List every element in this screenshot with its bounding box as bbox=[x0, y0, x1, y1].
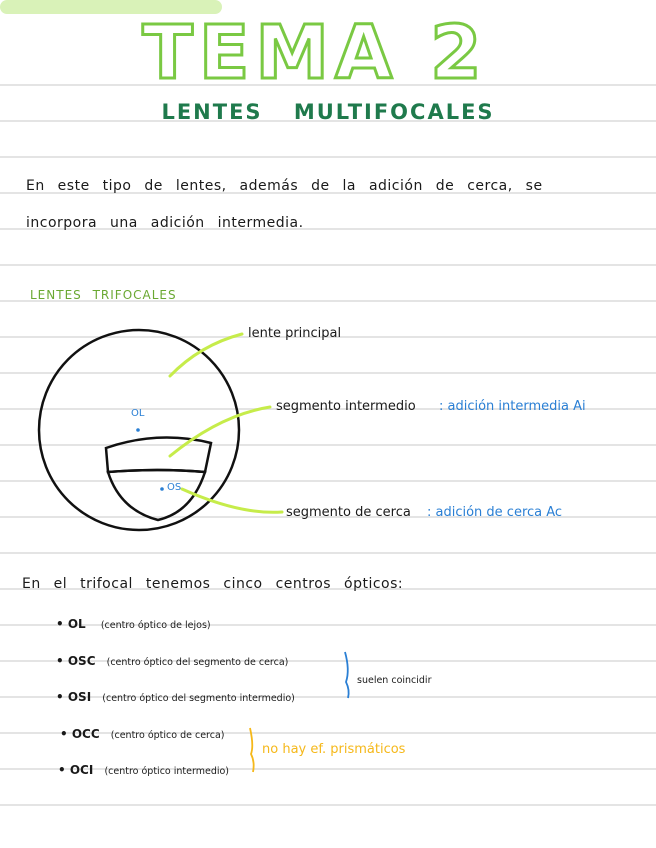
center-code: OCC bbox=[71, 727, 100, 741]
center-desc: (centro óptico de cerca) bbox=[110, 730, 225, 741]
intro-line-2: incorpora una adición intermedia. bbox=[26, 215, 304, 231]
os-label: OS bbox=[167, 482, 182, 493]
center-code: OSC bbox=[67, 654, 96, 668]
note-suelen-coincidir: suelen coincidir bbox=[357, 675, 432, 686]
ol-point bbox=[136, 428, 140, 432]
note-no-prismaticos: no hay ef. prismáticos bbox=[262, 742, 406, 757]
center-desc: (centro óptico del segmento intermedio) bbox=[102, 693, 295, 704]
bracket-yellow bbox=[250, 728, 254, 772]
page-subtitle: LENTES MULTIFOCALES bbox=[161, 100, 495, 124]
center-desc: (centro óptico de lejos) bbox=[100, 620, 211, 631]
pointer-intermediate bbox=[170, 407, 270, 456]
center-code: OL bbox=[67, 617, 86, 631]
list-item: • OCI (centro óptico intermedio) bbox=[58, 763, 230, 777]
list-item: • OL (centro óptico de lejos) bbox=[56, 617, 211, 631]
center-code: OCI bbox=[69, 763, 94, 777]
bracket-blue bbox=[345, 652, 349, 698]
list-item: • OCC (centro óptico de cerca) bbox=[60, 727, 225, 741]
center-code: OSI bbox=[67, 690, 92, 704]
os-point bbox=[160, 487, 164, 491]
list-item: • OSI (centro óptico del segmento intermedio) bbox=[56, 690, 295, 704]
list-item: • OSC (centro óptico del segmento de cerca) bbox=[56, 654, 289, 668]
note-adicion-intermedia: : adición intermedia Ai bbox=[439, 399, 586, 414]
section-heading: LENTES TRIFOCALES bbox=[30, 288, 177, 302]
intro-line-1: En este tipo de lentes, además de la adición de cerca, se bbox=[26, 178, 543, 194]
near-segment bbox=[108, 470, 205, 520]
intermediate-segment bbox=[106, 438, 211, 472]
page-title: TEMA 2 bbox=[142, 10, 488, 96]
label-segmento-cerca: segmento de cerca bbox=[286, 505, 411, 520]
center-desc: (centro óptico del segmento de cerca) bbox=[106, 657, 289, 668]
centers-intro: En el trifocal tenemos cinco centros ópticos: bbox=[22, 576, 404, 592]
label-segmento-intermedio: segmento intermedio bbox=[276, 399, 416, 414]
center-desc: (centro óptico intermedio) bbox=[104, 766, 230, 777]
ol-label: OL bbox=[131, 408, 145, 419]
note-adicion-cerca: : adición de cerca Ac bbox=[427, 505, 563, 520]
label-lente-principal: lente principal bbox=[248, 326, 342, 341]
